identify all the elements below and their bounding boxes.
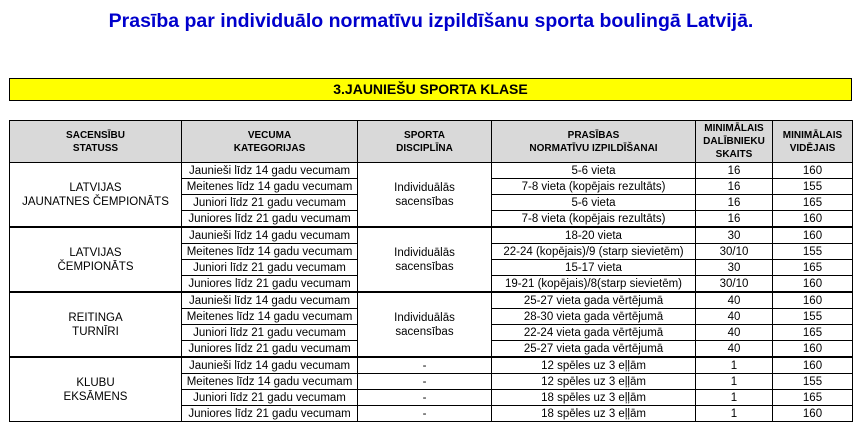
min-participants-cell: 40 (696, 292, 773, 309)
min-average-cell: 155 (773, 309, 853, 325)
table-row (10, 357, 853, 374)
min-participants-cell: 40 (696, 325, 773, 341)
age-category-cell: Jaunieši līdz 14 gadu vecumam (182, 292, 358, 309)
header-age: VECUMA KATEGORIJAS (182, 121, 358, 163)
min-participants-cell: 1 (696, 357, 773, 374)
age-category-cell: Meitenes līdz 14 gadu vecumam (182, 374, 358, 390)
requirement-cell: 19-21 (kopējais)/8(starp sievietēm) (492, 276, 696, 293)
min-participants-cell: 1 (696, 390, 773, 406)
min-participants-cell: 30 (696, 227, 773, 244)
requirement-cell: 5-6 vieta (492, 195, 696, 211)
requirement-cell: 7-8 vieta (kopējais rezultāts) (492, 179, 696, 195)
age-category-cell: Juniori līdz 21 gadu vecumam (182, 195, 358, 211)
header-average: MINIMĀLAIS VIDĒJAIS (773, 121, 853, 163)
discipline-cell: Individuālās sacensības (358, 292, 492, 357)
min-participants-cell: 40 (696, 341, 773, 358)
discipline-cell: Individuālās sacensības (358, 227, 492, 292)
requirement-cell: 25-27 vieta gada vērtējumā (492, 292, 696, 309)
requirement-cell: 18 spēles uz 3 eļļām (492, 390, 696, 406)
requirement-cell: 28-30 vieta gada vērtējumā (492, 309, 696, 325)
requirement-cell: 5-6 vieta (492, 163, 696, 179)
min-average-cell: 160 (773, 341, 853, 358)
min-average-cell: 155 (773, 244, 853, 260)
discipline-cell: - (358, 374, 492, 390)
header-status: SACENSĪBU STATUSS (10, 121, 182, 163)
age-category-cell: Juniores līdz 21 gadu vecumam (182, 276, 358, 293)
requirement-cell: 12 spēles uz 3 eļļām (492, 374, 696, 390)
age-category-cell: Jaunieši līdz 14 gadu vecumam (182, 163, 358, 179)
requirement-cell: 18 spēles uz 3 eļļām (492, 406, 696, 422)
age-category-cell: Meitenes līdz 14 gadu vecumam (182, 309, 358, 325)
discipline-cell: - (358, 406, 492, 422)
min-participants-cell: 16 (696, 179, 773, 195)
table-row (10, 163, 853, 179)
min-average-cell: 160 (773, 163, 853, 179)
age-category-cell: Jaunieši līdz 14 gadu vecumam (182, 357, 358, 374)
age-category-cell: Juniores līdz 21 gadu vecumam (182, 406, 358, 422)
header-requirements: PRASĪBAS NORMATĪVU IZPILDĪŠANAI (492, 121, 696, 163)
table-row (10, 292, 853, 309)
min-participants-cell: 30 (696, 260, 773, 276)
age-category-cell: Jaunieši līdz 14 gadu vecumam (182, 227, 358, 244)
min-participants-cell: 16 (696, 195, 773, 211)
header-discipline: SPORTA DISCIPLĪNA (358, 121, 492, 163)
min-average-cell: 160 (773, 276, 853, 293)
status-cell: KLUBU EKSĀMENS (10, 357, 182, 422)
requirement-cell: 12 spēles uz 3 eļļām (492, 357, 696, 374)
status-cell: LATVIJAS ČEMPIONĀTS (10, 227, 182, 292)
table-row (10, 227, 853, 244)
min-average-cell: 160 (773, 211, 853, 228)
min-participants-cell: 1 (696, 406, 773, 422)
min-average-cell: 155 (773, 374, 853, 390)
min-participants-cell: 1 (696, 374, 773, 390)
age-category-cell: Meitenes līdz 14 gadu vecumam (182, 179, 358, 195)
min-average-cell: 165 (773, 390, 853, 406)
min-participants-cell: 40 (696, 309, 773, 325)
page-title: Prasība par individuālo normatīvu izpildīšanu sporta boulingā Latvijā. (108, 10, 754, 32)
min-average-cell: 165 (773, 195, 853, 211)
min-average-cell: 160 (773, 227, 853, 244)
min-participants-cell: 16 (696, 211, 773, 228)
discipline-cell: Individuālās sacensības (358, 163, 492, 228)
requirement-cell: 22-24 (kopējais)/9 (starp sievietēm) (492, 244, 696, 260)
discipline-cell: - (358, 390, 492, 406)
min-average-cell: 160 (773, 406, 853, 422)
min-participants-cell: 30/10 (696, 244, 773, 260)
header-participants: MINIMĀLAIS DALĪBNIEKU SKAITS (696, 121, 773, 163)
requirement-cell: 25-27 vieta gada vērtējumā (492, 341, 696, 358)
age-category-cell: Meitenes līdz 14 gadu vecumam (182, 244, 358, 260)
requirement-cell: 7-8 vieta (kopējais rezultāts) (492, 211, 696, 228)
requirement-cell: 22-24 vieta gada vērtējumā (492, 325, 696, 341)
age-category-cell: Juniores līdz 21 gadu vecumam (182, 341, 358, 358)
min-participants-cell: 16 (696, 163, 773, 179)
requirement-cell: 15-17 vieta (492, 260, 696, 276)
requirement-cell: 18-20 vieta (492, 227, 696, 244)
age-category-cell: Juniori līdz 21 gadu vecumam (182, 390, 358, 406)
min-average-cell: 165 (773, 325, 853, 341)
status-cell: REITINGA TURNĪRI (10, 292, 182, 357)
discipline-cell: - (358, 357, 492, 374)
age-category-cell: Juniori līdz 21 gadu vecumam (182, 325, 358, 341)
age-category-cell: Juniori līdz 21 gadu vecumam (182, 260, 358, 276)
header-row (10, 121, 853, 163)
min-participants-cell: 30/10 (696, 276, 773, 293)
section-banner: 3.JAUNIEŠU SPORTA KLASE (9, 78, 852, 101)
age-category-cell: Juniores līdz 21 gadu vecumam (182, 211, 358, 228)
norms-table (9, 120, 853, 422)
min-average-cell: 165 (773, 260, 853, 276)
min-average-cell: 160 (773, 357, 853, 374)
min-average-cell: 160 (773, 292, 853, 309)
status-cell: LATVIJAS JAUNATNES ČEMPIONĀTS (10, 163, 182, 228)
min-average-cell: 155 (773, 179, 853, 195)
